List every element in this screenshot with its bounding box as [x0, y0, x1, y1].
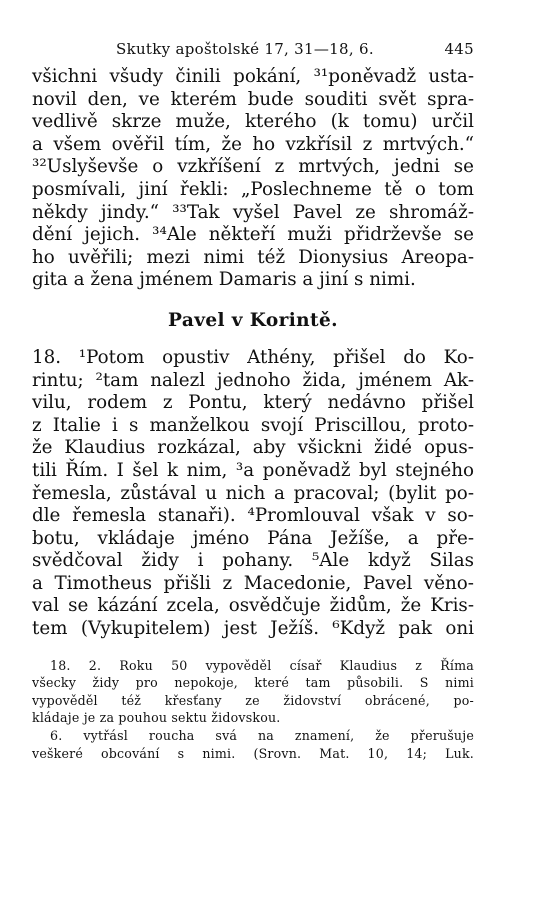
text-line: posmívali, jiní řekli: „Poslechneme tě o tom	[32, 178, 474, 200]
text-line: řemesla, zůstával u nich a pracoval; (bylit po-	[32, 482, 474, 504]
footnote-line: 6. vytřásl roucha svá na znamení, že přerušuje	[50, 728, 474, 744]
text-line: z Italie i s manželkou svojí Priscillou, proto-	[32, 414, 474, 436]
text-line: vilu, rodem z Pontu, který nedávno přišel	[32, 392, 474, 414]
text-line: 18. ¹Potom opustiv Athény, přišel do Ko-	[32, 346, 474, 368]
footnotes	[32, 657, 474, 763]
book-page	[32, 40, 474, 762]
running-head	[32, 40, 474, 66]
footnote-line: všecky židy pro nepokoje, které tam působili. S nimi	[32, 675, 474, 691]
text-line: vedlivě skrze muže, kterého (k tomu) určil	[32, 111, 474, 133]
footnote-line: 18. 2. Roku 50 vypověděl císař Klaudius z Říma	[50, 657, 474, 673]
footnote-line: veškeré obcování s nimi. (Srovn. Mat. 10, 14; Luk.	[32, 745, 474, 761]
text-line: tili Řím. I šel k nim, ³a poněvadž byl stejného	[32, 459, 474, 481]
text-line: ³²Uslyševše o vzkříšení z mrtvých, jedni se	[32, 156, 474, 178]
text-line: gita a žena jménem Damaris a jiní s nimi.	[32, 269, 416, 291]
text-line: a Timotheus přišli z Macedonie, Pavel věno-	[32, 572, 474, 594]
text-line: že Klaudius rozkázal, aby všickni židé opus-	[32, 437, 474, 459]
text-line: svědčoval židy i pohany. ⁵Ale když Silas	[32, 550, 474, 572]
text-line: dění jejich. ³⁴Ale někteří muži přidrževše se	[32, 224, 474, 246]
page-number: 445	[444, 40, 474, 58]
running-title: Skutky apoštolské 17, 31—18, 6.	[116, 40, 374, 58]
text-line: někdy jindy.“ ³³Tak vyšel Pavel ze shromáž-	[32, 201, 474, 223]
text-line: tem (Vykupitelem) jest Ježíš. ⁶Když pak oni	[32, 618, 474, 640]
paragraph-chapter-18	[32, 347, 474, 641]
text-line: botu, vkládaje jméno Pána Ježíše, a pře-	[32, 527, 474, 549]
text-line: rintu; ²tam nalezl jednoho žida, jménem Ak-	[32, 369, 474, 391]
text-line: všichni všudy činili pokání, ³¹poněvadž usta-	[32, 66, 474, 87]
text-line: ho uvěřili; mezi nimi též Dionysius Areopa-	[32, 246, 474, 268]
text-line: a všem ověřil tím, že ho vzkřísil z mrtvých.“	[32, 133, 474, 155]
section-heading: Pavel v Korintě.	[168, 309, 338, 331]
text-line: dle řemesla stanaři). ⁴Promlouval však v so-	[32, 505, 474, 527]
footnote-line: vypověděl též křesťany ze židovství obrácené, po-	[32, 692, 474, 708]
footnote-line: kládaje je za pouhou sektu židovskou.	[32, 710, 281, 726]
paragraph-continuation	[32, 66, 474, 292]
text-line: novil den, ve kterém bude souditi svět spra-	[32, 88, 474, 110]
text-line: val se kázání zcela, osvědčuje židům, že Kris-	[32, 595, 474, 617]
